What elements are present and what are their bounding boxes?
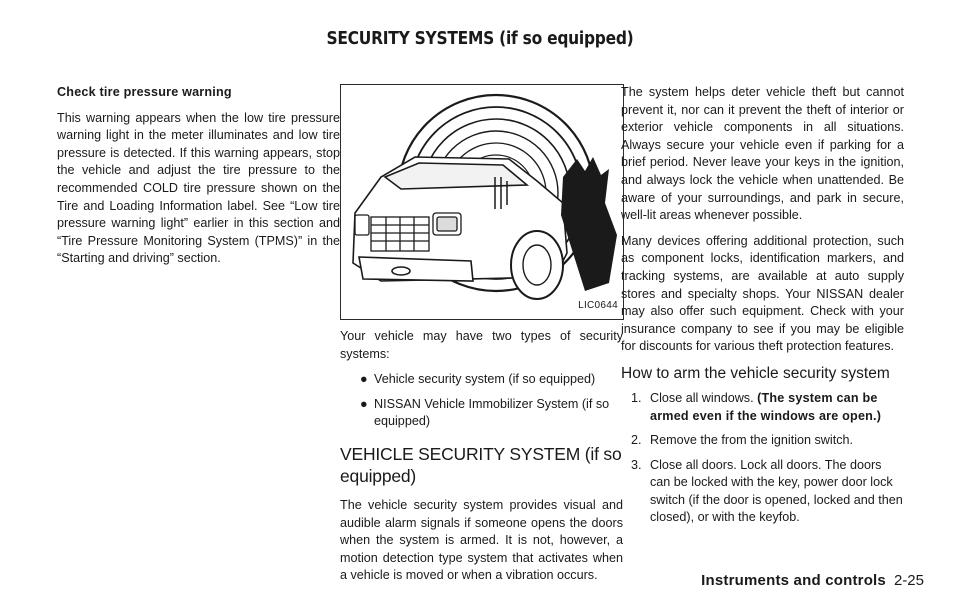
step-item xyxy=(621,432,904,450)
page-number: 2-25 xyxy=(893,572,924,589)
column-right xyxy=(621,84,904,534)
page-footer xyxy=(701,572,924,589)
vehicle-security-figure xyxy=(340,84,624,320)
bullet-icon: ● xyxy=(360,372,368,387)
column-left xyxy=(57,84,340,276)
step-number: 3. xyxy=(631,457,642,472)
step-text: Close all windows. xyxy=(650,390,758,405)
column-middle xyxy=(340,84,623,593)
list-item-text: Vehicle security system (if so equipped) xyxy=(374,372,596,387)
list-item xyxy=(340,371,623,389)
security-types-list xyxy=(340,371,623,431)
subsection-heading: How to arm the vehicle security system xyxy=(621,364,890,382)
step-text: Close all doors. Lock all doors. The doors can be locked with the key, power door lock switch (if the door is opened, locked and then closed), or with the keyfob. xyxy=(650,457,903,525)
body-paragraph: The vehicle security system provides visual and audible alarm signals if someone opens the doors when the system is armed. It is not, however, a motion detection type system that activates when a vehicle is moved or when a vibration occurs. xyxy=(340,497,623,583)
section-heading: VEHICLE SECURITY SYSTEM (if so equipped) xyxy=(340,443,622,486)
body-paragraph: The system helps deter vehicle theft but cannot prevent it, nor can it prevent the theft of interior or exterior vehicle components in all situations. Always secure your vehicle even if parking for a brief period. Never leave your keys in the ignition, and always lock the vehicle when unattended. Be aware of your surroundings, and park in secure, well-lit areas whenever possible. xyxy=(621,85,904,223)
step-number: 1. xyxy=(631,390,642,405)
step-text: Remove the from the ignition switch. xyxy=(650,433,853,448)
step-item xyxy=(621,457,904,527)
step-note: (The system can be armed even if the windows are open.) xyxy=(650,390,882,423)
list-item-text: NISSAN Vehicle Immobilizer System (if so equipped) xyxy=(374,396,610,429)
body-paragraph: This warning appears when the low tire pressure warning light in the meter illuminates and low tire pressure is detected. If this warning appears, stop the vehicle and adjust the tire pressure to the recommended COLD tire pressure shown on the Tire and Loading Information label. See “Low tire pressure warning light” earlier in this section and “Tire Pressure Monitoring System (TPMS)” in the “Starting and driving” section. xyxy=(57,110,340,266)
vehicle-security-illustration-icon xyxy=(341,85,623,319)
list-item xyxy=(340,396,623,431)
page-title: SECURITY SYSTEMS (if so equipped) xyxy=(326,28,634,49)
section-subheading: Check tire pressure warning xyxy=(57,85,232,99)
body-paragraph: Many devices offering additional protection, such as component locks, identification markers, and tracking systems, are available at auto supply stores and specialty shops. Your NISSAN dealer may also offer such equipment. Check with your insurance company to see if you may be eligible for discounts for various theft protection features. xyxy=(621,233,904,354)
step-item xyxy=(621,390,904,425)
footer-section-name: Instruments and controls xyxy=(701,572,886,589)
intro-paragraph: Your vehicle may have two types of security systems: xyxy=(340,329,623,361)
step-number: 2. xyxy=(631,433,642,448)
bullet-icon: ● xyxy=(360,396,368,411)
figure-code: LIC0644 xyxy=(578,300,618,312)
arming-steps-list xyxy=(621,390,904,527)
